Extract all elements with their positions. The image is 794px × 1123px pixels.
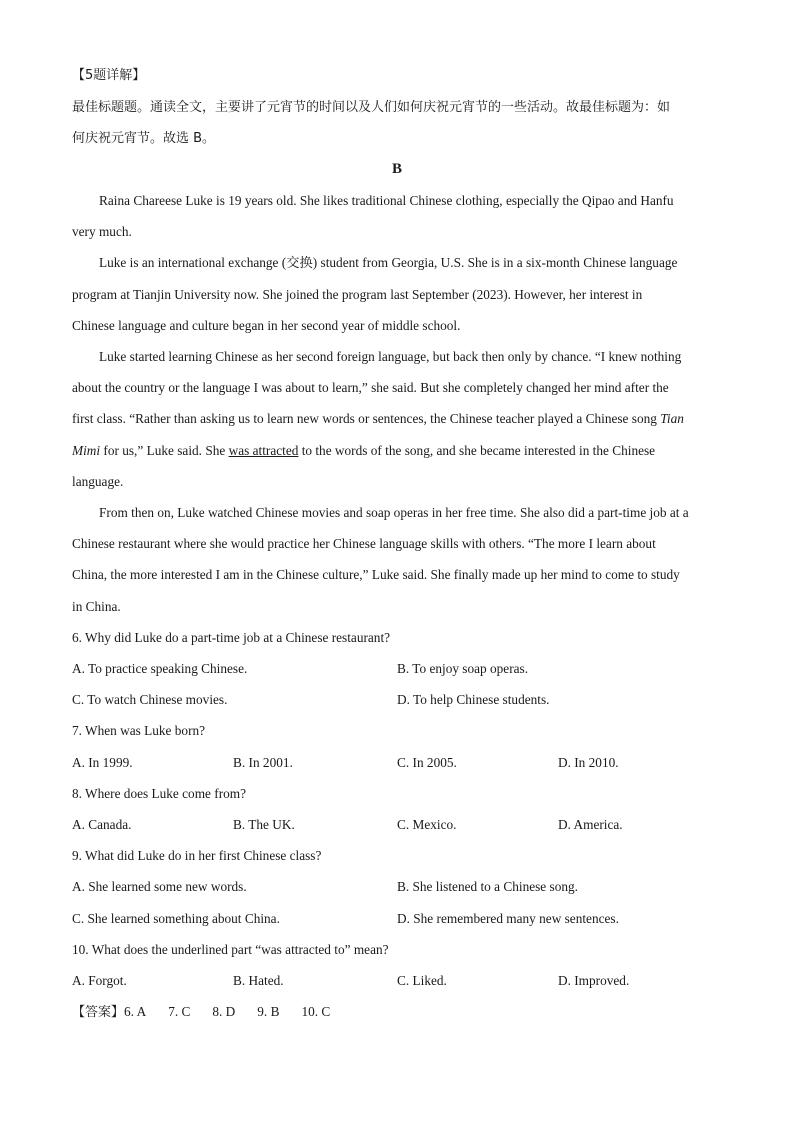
detail-text-line-2: 何庆祝元宵节。故选 B。 [72,131,216,146]
question-10-option-b: B. Hated. [233,973,284,988]
passage-p1-line-2: very much. [72,224,132,239]
question-6-option-a: A. To practice speaking Chinese. [72,661,248,676]
passage-p4-line-1: From then on, Luke watched Chinese movies and soap operas in her free time. She also did a part-time job at a [99,505,689,520]
question-8-stem: 8. Where does Luke come from? [72,786,247,801]
passage-p3-line-3-text: first class. “Rather than asking us to learn new words or sentences, the Chinese teacher played a Chinese song [72,411,661,426]
passage-p2-line-1: Luke is an international exchange (交换) student from Georgia, U.S. She is in a six-month Chinese language [99,255,678,270]
question-6-option-c: C. To watch Chinese movies. [72,692,228,707]
question-7-option-c: C. In 2005. [397,755,457,770]
question-10-option-c: C. Liked. [397,973,447,988]
question-7-stem: 7. When was Luke born? [72,723,206,738]
passage-p3-line-1: Luke started learning Chinese as her second foreign language, but back then only by chance. “I knew nothing [99,349,682,364]
question-8-option-a: A. Canada. [72,817,132,832]
question-9-option-c: C. She learned something about China. [72,911,280,926]
question-7-option-a: A. In 1999. [72,755,133,770]
section-title: B [391,161,402,177]
passage-p4-line-3: China, the more interested I am in the Chinese culture,” Luke said. She finally made up her mind to come to study [72,567,680,582]
question-7-option-b: B. In 2001. [233,755,293,770]
question-8-option-c: C. Mexico. [397,817,457,832]
question-10-option-a: A. Forgot. [72,973,127,988]
passage-p3-line-2: about the country or the language I was about to learn,” she said. But she completely changed her mind after the [72,380,669,395]
question-10-stem: 10. What does the underlined part “was attracted to” mean? [72,942,389,957]
passage-p3-line-4 [72,441,655,461]
passage-p4-line-4: in China. [72,599,121,614]
question-6-option-b: B. To enjoy soap operas. [397,661,529,676]
answer-item: 9. B [257,1004,280,1019]
song-title-part-2: Mimi [72,443,101,458]
question-9-option-b: B. She listened to a Chinese song. [397,879,578,894]
question-8-option-d: D. America. [558,817,623,832]
question-6-option-d: D. To help Chinese students. [397,692,550,707]
detail-header: 【5题详解】 [72,68,146,83]
question-6-stem: 6. Why did Luke do a part-time job at a Chinese restaurant? [72,630,391,645]
passage-p2-line-2: program at Tianjin University now. She joined the program last September (2023). However, her interest in [72,287,643,302]
passage-p3-line-4-text-a: for us,” Luke said. She [100,443,229,458]
passage-p2-line-3: Chinese language and culture began in her second year of middle school. [72,318,461,333]
answer-item: 8. D [212,1004,236,1019]
passage-p3-line-4-text-b: to the words of the song, and she became interested in the Chinese [298,443,656,458]
answer-label: 【答案】 [72,1005,125,1020]
question-7-option-d: D. In 2010. [558,755,619,770]
passage-p1-line-1: Raina Chareese Luke is 19 years old. She likes traditional Chinese clothing, especially the Qipao and Hanfu [99,193,674,208]
question-9-option-a: A. She learned some new words. [72,879,247,894]
passage-p4-line-2: Chinese restaurant where she would practice her Chinese language skills with others. “The more I learn about [72,536,656,551]
song-title-part-1: Tian [660,411,684,426]
passage-p3-line-5: language. [72,474,124,489]
question-8-option-b: B. The UK. [233,817,295,832]
question-9-stem: 9. What did Luke do in her first Chinese class? [72,848,322,863]
answer-item: 10. C [301,1004,331,1019]
underlined-phrase: was attracted [228,443,299,458]
answer-item: 6. A [124,1004,147,1019]
detail-text-line-1: 最佳标题题。通读全文，主要讲了元宵节的时间以及人们如何庆祝元宵节的一些活动。故最佳标题为：如 [72,100,671,115]
question-10-option-d: D. Improved. [558,973,630,988]
answer-item: 7. C [168,1004,191,1019]
passage-p3-line-3 [72,409,684,429]
question-9-option-d: D. She remembered many new sentences. [397,911,619,926]
answer-key [72,1002,352,1023]
